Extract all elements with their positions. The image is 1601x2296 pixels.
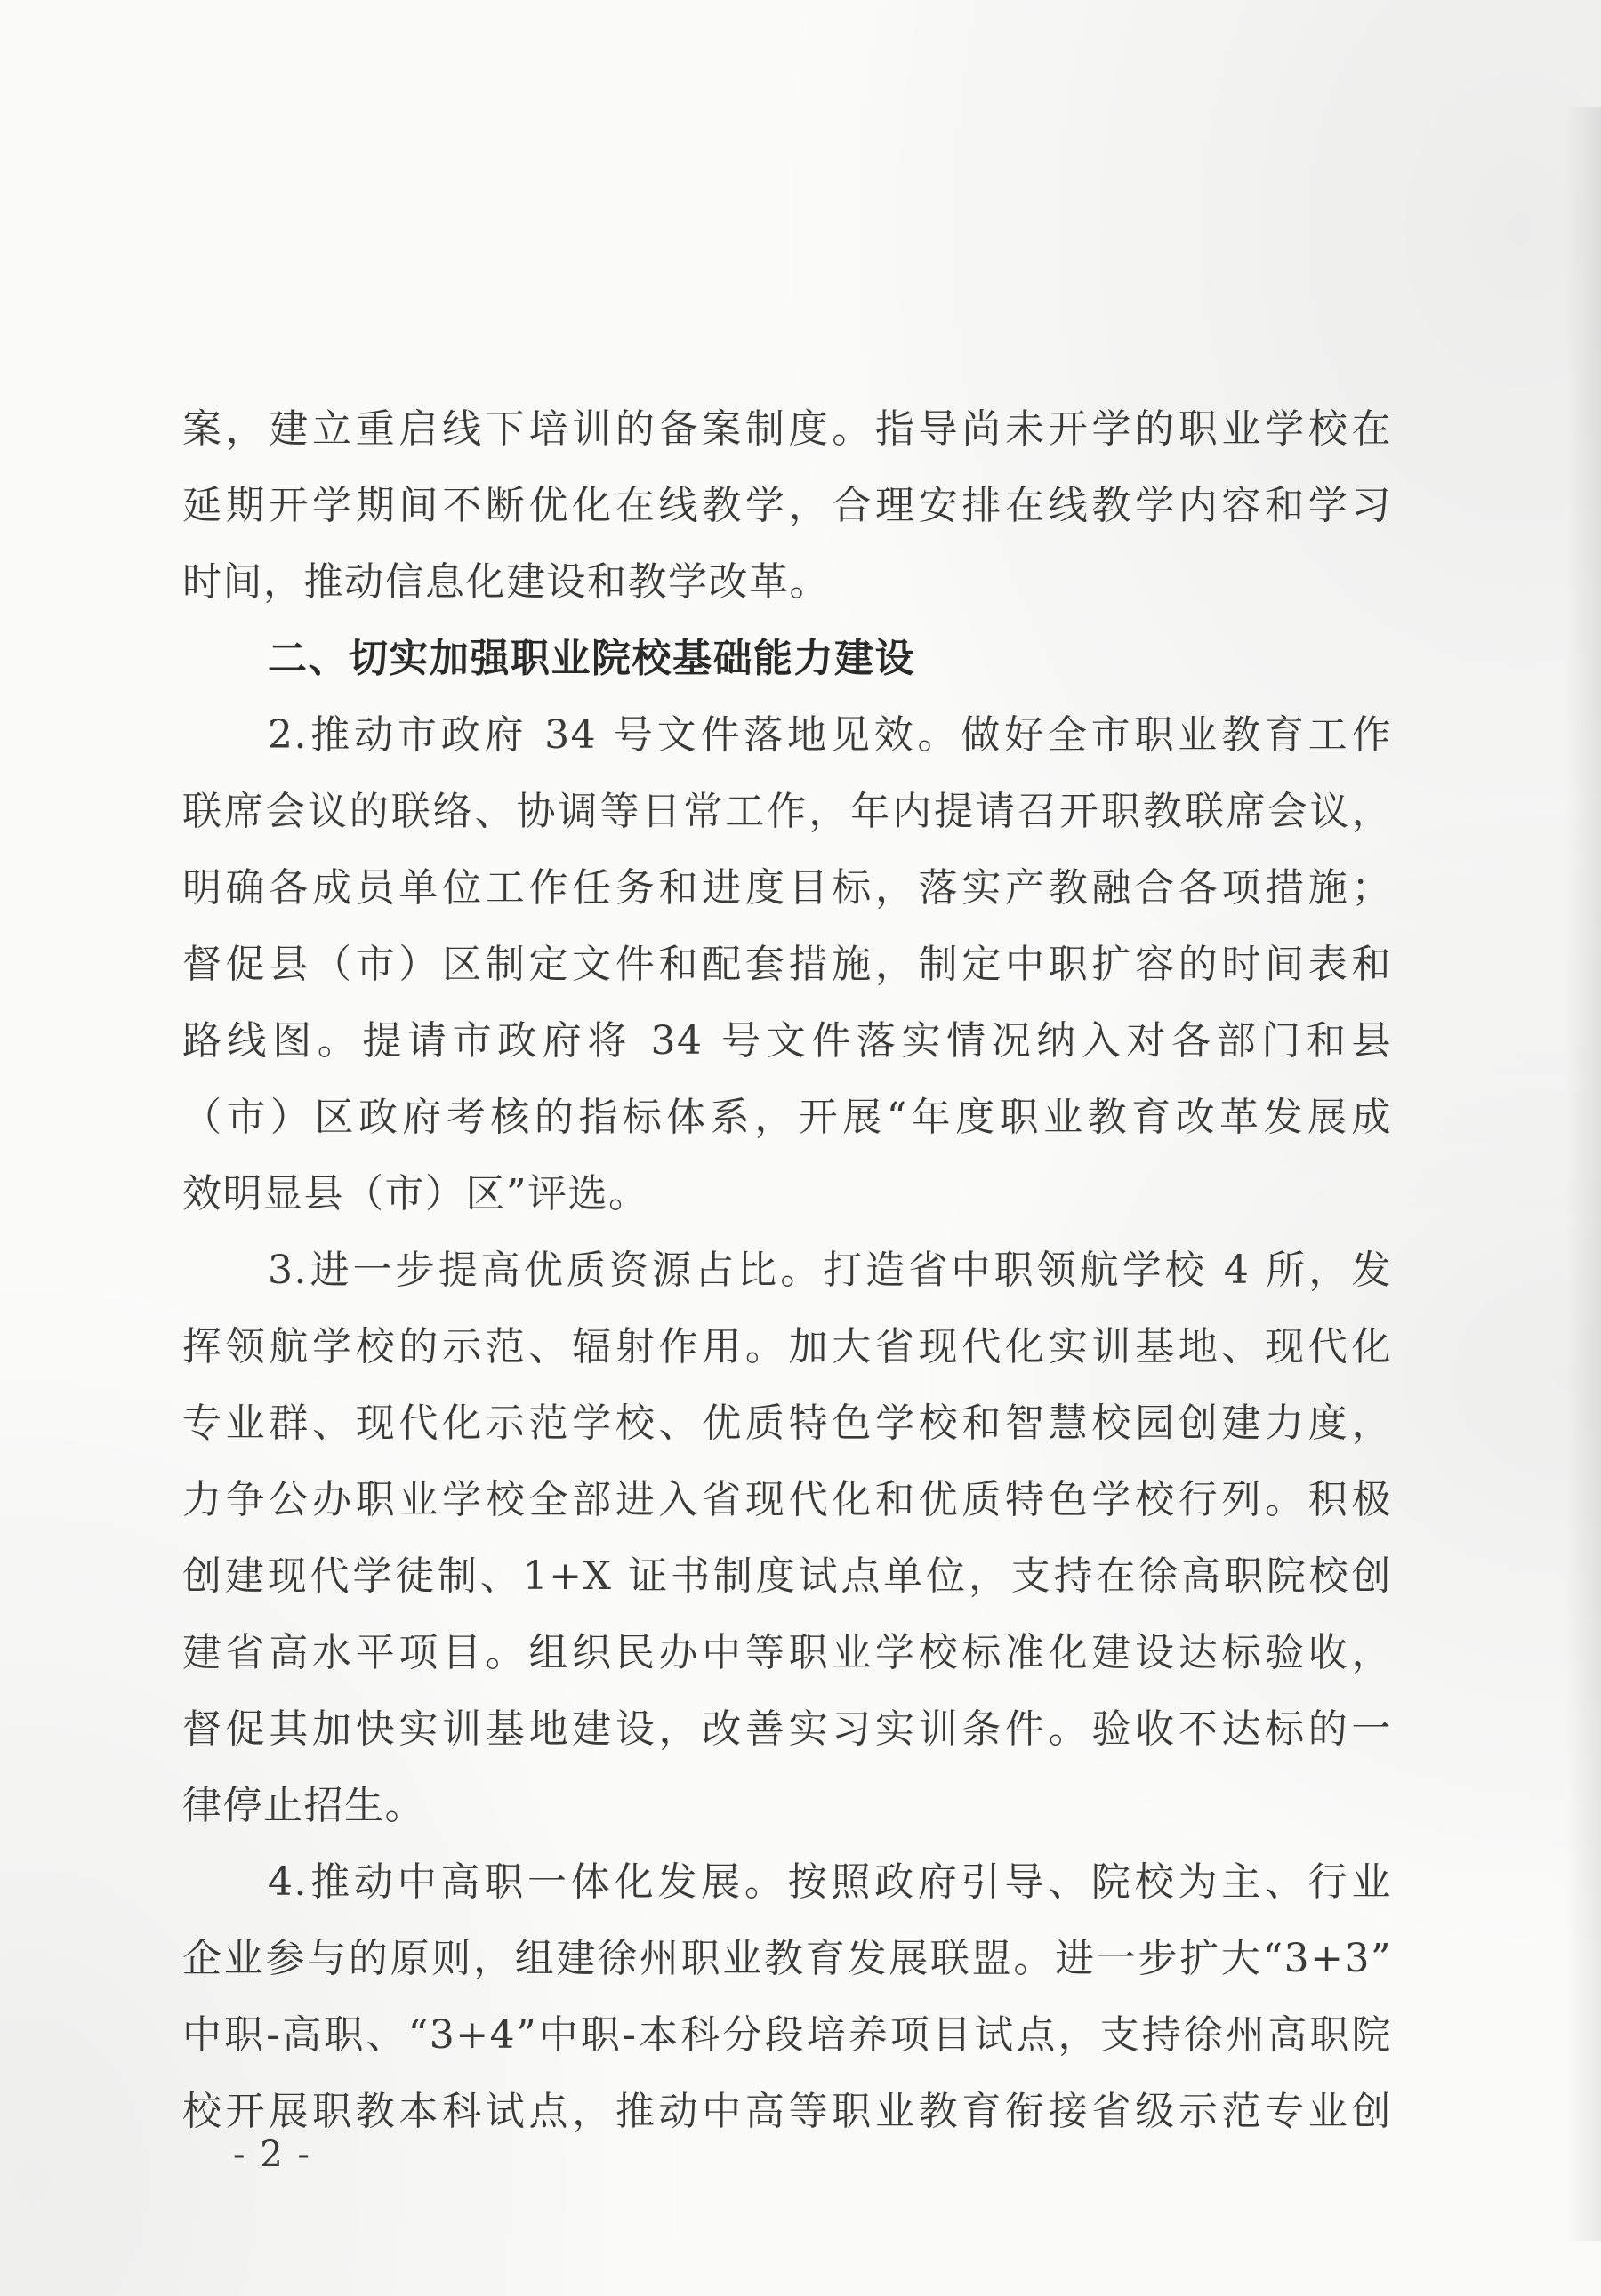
body-line: 律停止招生。 (182, 1783, 425, 1828)
page-number: - 2 - (233, 2134, 311, 2175)
body-line: 督促县（市）区制定文件和配套措施，制定中职扩容的时间表和 (182, 942, 1392, 987)
scan-shadow (1565, 107, 1601, 2241)
body-line: 中职-高职、“3+4”中职-本科分段培养项目试点，支持徐州高职院 (182, 2012, 1392, 2058)
body-line: 延期开学期间不断优化在线教学，合理安排在线教学内容和学习 (182, 483, 1392, 528)
body-line: 时间，推动信息化建设和教学改革。 (182, 559, 830, 605)
section-heading: 二、切实加强职业院校基础能力建设 (268, 636, 915, 681)
paragraph-start-line: 2.推动市政府 34 号文件落地见效。做好全市职业教育工作 (268, 712, 1392, 758)
document-body (182, 391, 1392, 2150)
body-line: 专业群、现代化示范学校、优质特色学校和智慧校园创建力度， (182, 1401, 1392, 1446)
paragraph-start-line: 4.推动中高职一体化发展。按照政府引导、院校为主、行业 (268, 1859, 1392, 1905)
body-line: 建省高水平项目。组织民办中等职业学校标准化建设达标验收， (182, 1630, 1392, 1675)
body-line: 挥领航学校的示范、辐射作用。加大省现代化实训基地、现代化 (182, 1324, 1392, 1369)
paragraph-start-line: 3.进一步提高优质资源占比。打造省中职领航学校 4 所，发 (268, 1248, 1392, 1293)
body-line: 联席会议的联络、协调等日常工作，年内提请召开职教联席会议， (182, 789, 1392, 834)
body-line: 企业参与的原则，组建徐州职业教育发展联盟。进一步扩大“3+3” (182, 1936, 1392, 1981)
body-line: （市）区政府考核的指标体系，开展“年度职业教育改革发展成 (182, 1095, 1392, 1140)
body-line: 力争公办职业学校全部进入省现代化和优质特色学校行列。积极 (182, 1477, 1392, 1522)
body-line: 案，建立重启线下培训的备案制度。指导尚未开学的职业学校在 (182, 406, 1392, 452)
body-line: 明确各成员单位工作任务和进度目标，落实产教融合各项措施； (182, 865, 1392, 911)
body-line: 校开展职教本科试点，推动中高等职业教育衔接省级示范专业创 (182, 2089, 1392, 2134)
body-line: 督促其加快实训基地建设，改善实习实训条件。验收不达标的一 (182, 1706, 1392, 1752)
body-line: 路线图。提请市政府将 34 号文件落实情况纳入对各部门和县 (182, 1018, 1392, 1064)
body-line: 创建现代学徒制、1+X 证书制度试点单位，支持在徐高职院校创 (182, 1553, 1392, 1599)
body-line: 效明显县（市）区”评选。 (182, 1171, 649, 1216)
